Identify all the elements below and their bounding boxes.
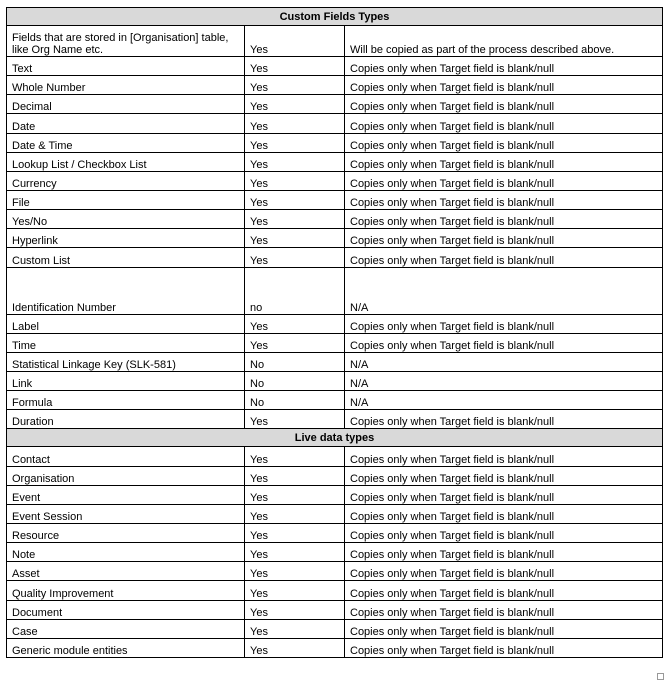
table-row xyxy=(7,133,663,152)
table-row xyxy=(7,504,663,523)
field-name-cell: Identification Number xyxy=(7,267,245,314)
table-row xyxy=(7,638,663,657)
note-cell: N/A xyxy=(345,352,663,371)
copied-cell: Yes xyxy=(245,190,345,209)
table-row xyxy=(7,152,663,171)
copied-cell: Yes xyxy=(245,638,345,657)
note-cell: Copies only when Target field is blank/null xyxy=(345,447,663,466)
field-name-cell: Contact xyxy=(7,447,245,466)
note-cell: Copies only when Target field is blank/null xyxy=(345,523,663,542)
table-row xyxy=(7,352,663,371)
copied-cell: Yes xyxy=(245,76,345,95)
note-cell: Copies only when Target field is blank/null xyxy=(345,600,663,619)
table-row xyxy=(7,485,663,504)
note-cell: N/A xyxy=(345,371,663,390)
field-name-cell: Fields that are stored in [Organisation] table, like Org Name etc. xyxy=(7,26,245,57)
table-row xyxy=(7,619,663,638)
field-name-cell: Link xyxy=(7,371,245,390)
field-name-cell: Custom List xyxy=(7,248,245,267)
field-name-cell: Date xyxy=(7,114,245,133)
note-cell: Copies only when Target field is blank/null xyxy=(345,229,663,248)
copied-cell: Yes xyxy=(245,248,345,267)
copied-cell: Yes xyxy=(245,171,345,190)
field-name-cell: Lookup List / Checkbox List xyxy=(7,152,245,171)
copied-cell: No xyxy=(245,391,345,410)
copied-cell: Yes xyxy=(245,504,345,523)
table-row xyxy=(7,190,663,209)
note-cell: Copies only when Target field is blank/null xyxy=(345,333,663,352)
field-name-cell: Asset xyxy=(7,562,245,581)
note-cell: Copies only when Target field is blank/null xyxy=(345,410,663,429)
copied-cell: Yes xyxy=(245,26,345,57)
table-row xyxy=(7,229,663,248)
copied-cell: Yes xyxy=(245,485,345,504)
table-row xyxy=(7,523,663,542)
note-cell: Copies only when Target field is blank/null xyxy=(345,562,663,581)
field-name-cell: Generic module entities xyxy=(7,638,245,657)
note-cell: Copies only when Target field is blank/null xyxy=(345,133,663,152)
table-row xyxy=(7,543,663,562)
copied-cell: Yes xyxy=(245,314,345,333)
table-row xyxy=(7,562,663,581)
field-name-cell: Case xyxy=(7,619,245,638)
table-row xyxy=(7,391,663,410)
section-header-row xyxy=(7,8,663,26)
field-name-cell: Formula xyxy=(7,391,245,410)
field-name-cell: File xyxy=(7,190,245,209)
table-row xyxy=(7,210,663,229)
note-cell: Copies only when Target field is blank/null xyxy=(345,248,663,267)
note-cell: Copies only when Target field is blank/null xyxy=(345,619,663,638)
table-row xyxy=(7,410,663,429)
resize-handle[interactable] xyxy=(657,673,664,680)
field-name-cell: Currency xyxy=(7,171,245,190)
copied-cell: Yes xyxy=(245,152,345,171)
field-name-cell: Event xyxy=(7,485,245,504)
table-row xyxy=(7,57,663,76)
field-name-cell: Time xyxy=(7,333,245,352)
note-cell: Copies only when Target field is blank/null xyxy=(345,466,663,485)
table-row xyxy=(7,447,663,466)
copied-cell: Yes xyxy=(245,133,345,152)
copied-cell: Yes xyxy=(245,95,345,114)
note-cell: Copies only when Target field is blank/null xyxy=(345,314,663,333)
note-cell: Will be copied as part of the process described above. xyxy=(345,26,663,57)
note-cell: Copies only when Target field is blank/null xyxy=(345,210,663,229)
section-title: Custom Fields Types xyxy=(7,8,663,26)
field-name-cell: Text xyxy=(7,57,245,76)
copied-cell: Yes xyxy=(245,447,345,466)
copied-cell: Yes xyxy=(245,543,345,562)
table-row xyxy=(7,26,663,57)
section-header-row xyxy=(7,429,663,447)
note-cell: Copies only when Target field is blank/null xyxy=(345,76,663,95)
copied-cell: Yes xyxy=(245,619,345,638)
table-row xyxy=(7,114,663,133)
copied-cell: Yes xyxy=(245,600,345,619)
field-name-cell: Yes/No xyxy=(7,210,245,229)
copied-cell: Yes xyxy=(245,210,345,229)
note-cell: Copies only when Target field is blank/null xyxy=(345,485,663,504)
note-cell: Copies only when Target field is blank/null xyxy=(345,638,663,657)
note-cell: Copies only when Target field is blank/null xyxy=(345,152,663,171)
copied-cell: No xyxy=(245,352,345,371)
field-name-cell: Hyperlink xyxy=(7,229,245,248)
field-name-cell: Whole Number xyxy=(7,76,245,95)
field-name-cell: Statistical Linkage Key (SLK-581) xyxy=(7,352,245,371)
field-name-cell: Note xyxy=(7,543,245,562)
table-row xyxy=(7,581,663,600)
note-cell: Copies only when Target field is blank/null xyxy=(345,95,663,114)
copied-cell: No xyxy=(245,371,345,390)
copied-cell: Yes xyxy=(245,562,345,581)
copied-cell: Yes xyxy=(245,57,345,76)
copied-cell: Yes xyxy=(245,333,345,352)
field-name-cell: Resource xyxy=(7,523,245,542)
copied-cell: Yes xyxy=(245,114,345,133)
note-cell: Copies only when Target field is blank/null xyxy=(345,57,663,76)
field-name-cell: Duration xyxy=(7,410,245,429)
copied-cell: Yes xyxy=(245,581,345,600)
note-cell: Copies only when Target field is blank/null xyxy=(345,581,663,600)
field-name-cell: Event Session xyxy=(7,504,245,523)
field-name-cell: Document xyxy=(7,600,245,619)
copied-cell: Yes xyxy=(245,229,345,248)
copied-cell: Yes xyxy=(245,410,345,429)
note-cell: Copies only when Target field is blank/null xyxy=(345,504,663,523)
note-cell: Copies only when Target field is blank/null xyxy=(345,190,663,209)
field-name-cell: Quality Improvement xyxy=(7,581,245,600)
table-row xyxy=(7,95,663,114)
note-cell: Copies only when Target field is blank/null xyxy=(345,543,663,562)
table-row xyxy=(7,314,663,333)
field-types-table-body xyxy=(7,8,663,658)
table-row xyxy=(7,76,663,95)
table-row xyxy=(7,333,663,352)
table-row xyxy=(7,600,663,619)
copied-cell: Yes xyxy=(245,523,345,542)
note-cell: N/A xyxy=(345,267,663,314)
note-cell: Copies only when Target field is blank/null xyxy=(345,171,663,190)
copied-cell: no xyxy=(245,267,345,314)
table-row xyxy=(7,267,663,314)
field-name-cell: Organisation xyxy=(7,466,245,485)
table-row xyxy=(7,371,663,390)
note-cell: N/A xyxy=(345,391,663,410)
copied-cell: Yes xyxy=(245,466,345,485)
field-types-table xyxy=(6,7,663,658)
field-name-cell: Date & Time xyxy=(7,133,245,152)
table-row xyxy=(7,466,663,485)
field-name-cell: Label xyxy=(7,314,245,333)
note-cell: Copies only when Target field is blank/null xyxy=(345,114,663,133)
table-row xyxy=(7,248,663,267)
field-name-cell: Decimal xyxy=(7,95,245,114)
section-title: Live data types xyxy=(7,429,663,447)
table-row xyxy=(7,171,663,190)
